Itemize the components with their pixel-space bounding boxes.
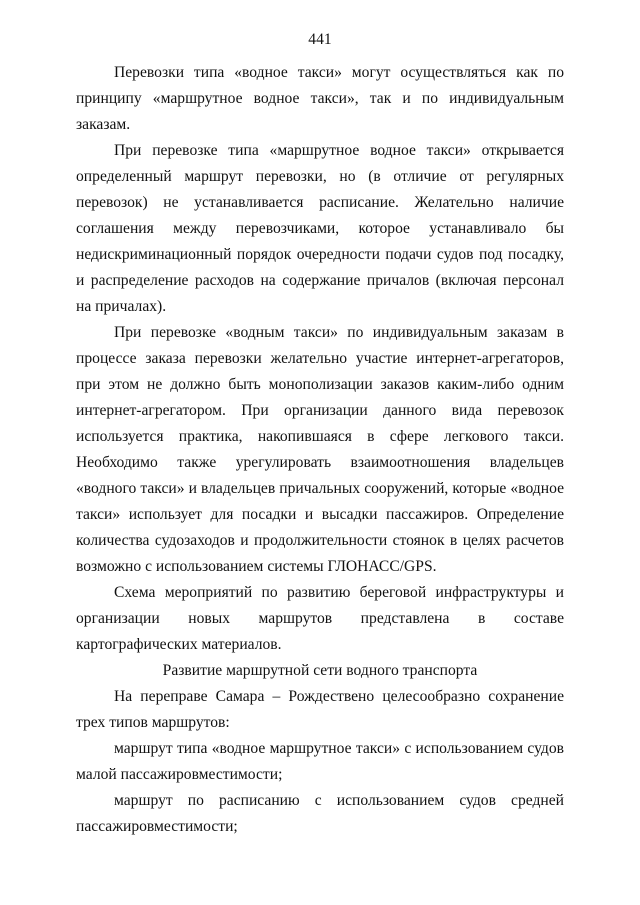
list-item-scheduled-route: маршрут по расписанию с использованием судов средней пассажировместимости; (76, 792, 564, 835)
document-body (76, 60, 564, 840)
list-item-route-taxi: маршрут типа «водное маршрутное такси» с использованием судов малой пассажировместимости; (76, 740, 564, 783)
paragraph-route-water-taxi: При перевозке типа «маршрутное водное такси» открывается определенный маршрут перевозки, но (в отличие от регулярных перевозок) не устанавливается расписание. Желательно наличие соглашения между перевозчиками, которое устанавливало бы недискриминационный порядок очередности подачи судов под посадку, и распределение расходов на содержание причалов (включая персонал на причалах). (76, 142, 564, 315)
section-heading: Развитие маршрутной сети водного транспорта (162, 662, 478, 679)
paragraph-infrastructure-scheme: Схема мероприятий по развитию береговой инфраструктуры и организации новых маршрутов представлена в составе картографических материалов. (76, 584, 564, 653)
page-number: 441 (308, 31, 332, 48)
paragraph-individual-orders: При перевозке «водным такси» по индивидуальным заказам в процессе заказа перевозки желательно участие интернет-агрегаторов, при этом не должно быть монополизации заказов каким-либо одним интернет-агрегатором. При организации данного вида перевозок используется практика, накопившаяся в сфере легкового такси. Необходимо также урегулировать взаимоотношения владельцев «водного такси» и владельцев причальных сооружений, которые «водное такси» использует для посадки и высадки пассажиров. Определение количества судозаходов и продолжительности стоянок в целях расчетов возможно с использованием системы ГЛОНАСС/GPS. (76, 324, 564, 575)
paragraph-water-taxi-types: Перевозки типа «водное такси» могут осуществляться как по принципу «маршрутное водное такси», так и по индивидуальным заказам. (76, 64, 564, 133)
paragraph-crossing-routes: На переправе Самара – Рождествено целесообразно сохранение трех типов маршрутов: (76, 688, 564, 731)
